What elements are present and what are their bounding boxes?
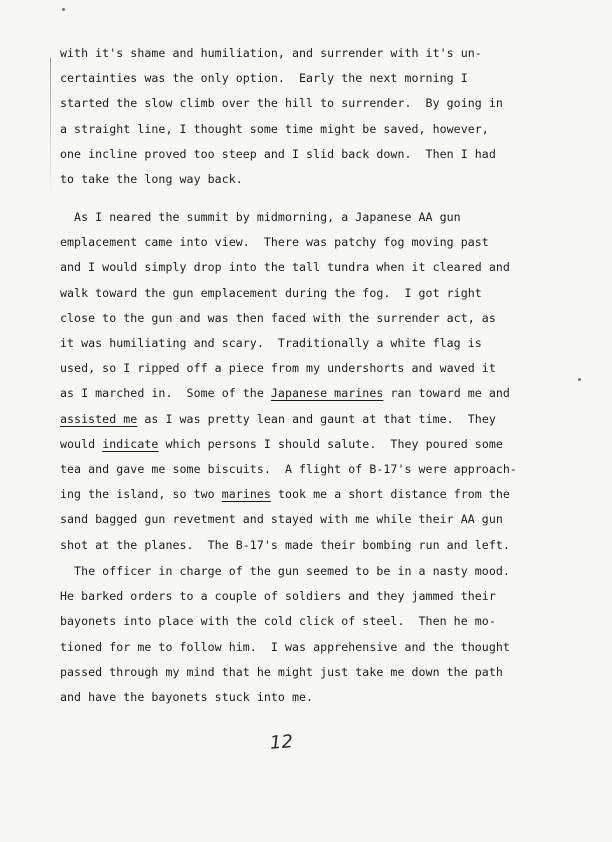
text-line	[60, 482, 540, 507]
text-line	[60, 306, 540, 331]
text-line	[60, 41, 540, 66]
text-segment: ing the island, so two	[60, 487, 222, 502]
text-segment: sand bagged gun revetment and stayed with me while their AA gun	[60, 512, 503, 527]
text-segment: He barked orders to a couple of soldiers and they jammed their	[60, 589, 496, 604]
text-segment: started the slow climb over the hill to surrender. By going in	[60, 96, 503, 111]
paragraph-1	[60, 41, 540, 192]
margin-pencil-line	[50, 58, 51, 198]
underlined-phrase: marines	[221, 487, 271, 502]
speck-mark	[578, 378, 581, 381]
text-line	[60, 205, 540, 230]
text-line	[60, 255, 540, 280]
text-segment: ran toward me and	[383, 386, 510, 401]
text-line	[60, 117, 540, 142]
text-segment: which persons I should salute. They poured some	[158, 436, 503, 451]
text-line	[60, 142, 540, 167]
speck-mark	[62, 8, 65, 11]
text-segment: certainties was the only option. Early the next morning I	[60, 71, 468, 86]
text-segment: used, so I ripped off a piece from my undershorts and waved it	[60, 361, 496, 376]
text-line	[60, 281, 540, 306]
text-segment: bayonets into place with the cold click of steel. Then he mo-	[60, 614, 496, 629]
text-segment: tea and gave me some biscuits. A flight of B-17's were approach-	[60, 462, 517, 477]
text-line	[60, 533, 540, 558]
text-line	[60, 635, 540, 660]
text-line	[60, 432, 540, 457]
text-line	[60, 381, 540, 406]
text-line	[60, 66, 540, 91]
text-line	[60, 167, 540, 192]
underlined-phrase: Japanese marines	[270, 386, 384, 401]
text-segment: as I marched in. Some of the	[60, 386, 271, 401]
text-line	[60, 230, 540, 255]
text-segment: As I neared the summit by midmorning, a Japanese AA gun	[60, 210, 461, 224]
text-segment: passed through my mind that he might just take me down the path	[60, 664, 503, 679]
text-line	[60, 457, 540, 482]
text-segment: The officer in charge of the gun seemed to be in a nasty mood.	[60, 564, 510, 578]
underlined-phrase: indicate	[102, 436, 159, 451]
text-line	[60, 609, 540, 634]
text-line	[60, 507, 540, 532]
text-segment: it was humiliating and scary. Traditionally a white flag is	[60, 336, 482, 351]
text-segment: as I was pretty lean and gaunt at that time. They	[137, 411, 496, 426]
text-segment: and have the bayonets stuck into me.	[60, 690, 314, 705]
text-segment: tioned for me to follow him. I was apprehensive and the thought	[60, 639, 510, 654]
text-segment: emplacement came into view. There was patchy fog moving past	[60, 235, 489, 250]
text-segment: shot at the planes. The B-17's made their bombing run and left.	[60, 537, 510, 552]
text-line	[60, 407, 540, 432]
underlined-phrase: assisted me	[60, 411, 138, 426]
text-line	[60, 356, 540, 381]
paragraph-3	[60, 559, 540, 710]
text-line	[60, 559, 540, 584]
text-segment: took me a short distance from the	[270, 487, 510, 502]
text-segment: with it's shame and humiliation, and surrender with it's un-	[60, 46, 482, 60]
text-line	[60, 660, 540, 685]
text-segment: would	[60, 436, 103, 451]
text-segment: and I would simply drop into the tall tundra when it cleared and	[60, 260, 510, 275]
text-segment: to take the long way back.	[60, 172, 243, 187]
text-line	[60, 584, 540, 609]
text-segment: a straight line, I thought some time might be saved, however,	[60, 121, 489, 136]
page-number: 12	[269, 731, 294, 754]
text-line	[60, 685, 540, 710]
paragraph-2	[60, 205, 540, 558]
text-line	[60, 91, 540, 116]
text-segment: close to the gun and was then faced with the surrender act, as	[60, 310, 496, 325]
text-line	[60, 331, 540, 356]
text-segment: walk toward the gun emplacement during the fog. I got right	[60, 285, 482, 300]
text-segment: one incline proved too steep and I slid back down. Then I had	[60, 146, 496, 161]
